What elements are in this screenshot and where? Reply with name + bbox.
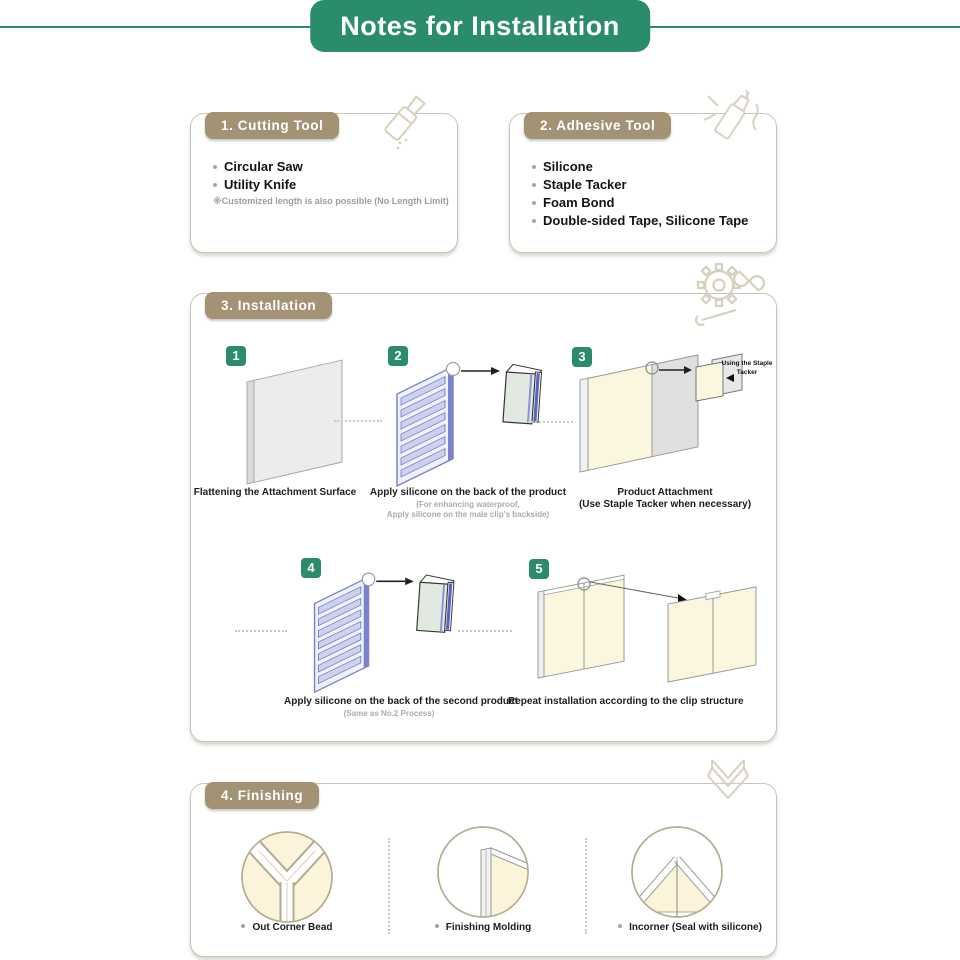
- corner-molding-icon: [698, 756, 758, 818]
- step2-caption: Apply silicone on the back of the product: [369, 487, 567, 498]
- finishing-separator: [585, 838, 587, 934]
- bullet-dot: [532, 183, 536, 187]
- step-number-badge: 3: [572, 347, 592, 367]
- step2-subcaption: (For enhancing waterproof,: [416, 500, 520, 509]
- bullet-dot: [532, 201, 536, 205]
- step5-caption: Repeat installation according to the clip structure: [508, 696, 744, 707]
- finishing-item-caption: Incorner (Seal with silicone): [615, 922, 765, 933]
- step5-repeat-illustration: [528, 562, 768, 697]
- bullet-dot: [532, 219, 536, 223]
- bullet-dot: [213, 165, 217, 169]
- incorner-illustration: [627, 822, 727, 922]
- silicone-bottle-icon: [696, 84, 768, 154]
- step-number-badge: 2: [388, 346, 408, 366]
- step2-subcaption: Apply silicone on the male clip's backside): [386, 510, 550, 519]
- cutting-tool-note: ※Customized length is also possible (No Length Limit): [213, 196, 449, 206]
- step-number-badge: 1: [226, 346, 246, 366]
- list-item: Double-sided Tape, Silicone Tape: [532, 212, 748, 230]
- finishing-item-caption: Finishing Molding: [423, 922, 543, 933]
- page-title: Notes for Installation: [310, 0, 650, 52]
- step-separator: [334, 420, 382, 422]
- list-item: Foam Bond: [532, 194, 748, 212]
- installation-label: 3. Installation: [205, 292, 332, 319]
- finishing-separator: [388, 838, 390, 934]
- step-separator: [235, 630, 287, 632]
- step-separator: [528, 421, 573, 423]
- cutting-tool-label: 1. Cutting Tool: [205, 112, 339, 139]
- bullet-dot: [213, 183, 217, 187]
- step3-caption: Product Attachment: [617, 487, 713, 498]
- gear-wrench-icon: [688, 258, 766, 332]
- adhesive-tool-label: 2. Adhesive Tool: [524, 112, 671, 139]
- step-number-badge: 5: [529, 559, 549, 579]
- list-item: Staple Tacker: [532, 176, 748, 194]
- out-corner-bead-illustration: [237, 827, 337, 927]
- bullet-dot: [435, 924, 439, 928]
- bullet-dot: [532, 165, 536, 169]
- step4-subcaption: (Same as No.2 Process): [343, 709, 435, 718]
- list-item: Silicone: [532, 158, 748, 176]
- step-number-badge: 4: [301, 558, 321, 578]
- step1-panel-illustration: [225, 350, 350, 490]
- step4-silicone-illustration: [298, 563, 468, 698]
- utility-knife-icon: [372, 90, 442, 154]
- cutting-tool-list: [213, 158, 303, 194]
- bullet-dot: [618, 924, 622, 928]
- finishing-item-caption: Out Corner Bead: [227, 922, 347, 933]
- step-separator: [458, 630, 512, 632]
- finishing-label: 4. Finishing: [205, 782, 319, 809]
- adhesive-tool-list: [532, 158, 748, 230]
- list-item: Circular Saw: [213, 158, 303, 176]
- list-item: Utility Knife: [213, 176, 303, 194]
- step1-caption: Flattening the Attachment Surface: [193, 487, 357, 498]
- staple-tacker-annotation: Using the Staple Tacker: [721, 360, 773, 376]
- finishing-molding-illustration: [433, 822, 533, 922]
- step3-caption: (Use Staple Tacker when necessary): [578, 499, 752, 510]
- step4-caption: Apply silicone on the back of the second product: [284, 696, 518, 707]
- bullet-dot: [241, 924, 245, 928]
